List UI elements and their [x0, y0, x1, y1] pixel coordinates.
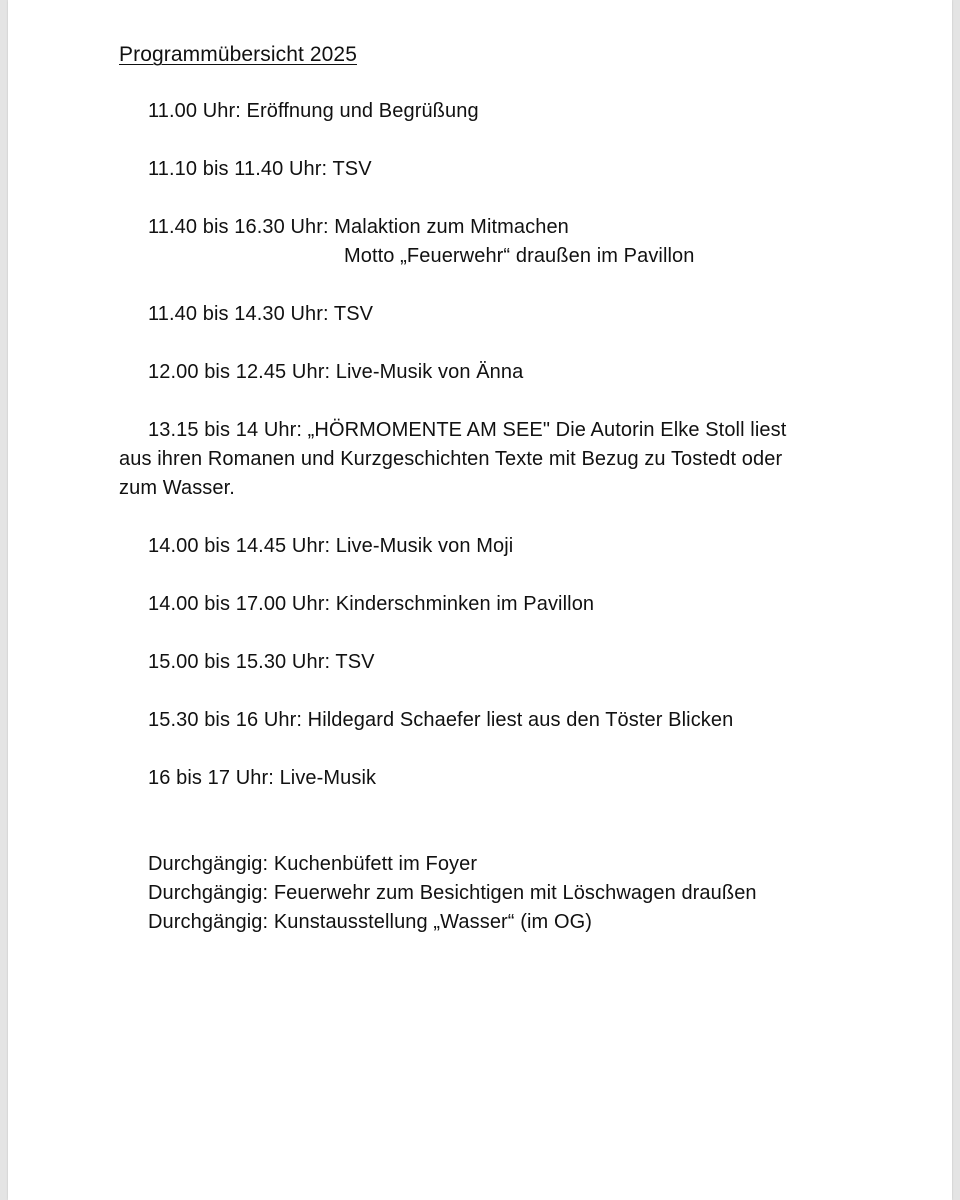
page-title: Programmübersicht 2025: [119, 43, 357, 66]
schedule-item-live-musik: 16 bis 17 Uhr: Live-Musik: [148, 767, 377, 789]
schedule-item-live-musik-moji: 14.00 bis 14.45 Uhr: Live-Musik von Moji: [148, 535, 514, 557]
schedule-item-kinderschminken: 14.00 bis 17.00 Uhr: Kinderschminken im Pavillon: [148, 593, 595, 615]
schedule-item-hoermomente-cont-2: zum Wasser.: [119, 477, 235, 499]
schedule-item-tsv-3: 15.00 bis 15.30 Uhr: TSV: [148, 651, 375, 673]
ongoing-item-kunstausstellung: Durchgängig: Kunstausstellung „Wasser“ (im OG): [148, 911, 593, 933]
schedule-item-malaktion: 11.40 bis 16.30 Uhr: Malaktion zum Mitmachen: [148, 216, 569, 238]
schedule-item-live-musik-aenna: 12.00 bis 12.45 Uhr: Live-Musik von Änna: [148, 361, 524, 383]
schedule-item-hoermomente: 13.15 bis 14 Uhr: „HÖRMOMENTE AM SEE" Die Autorin Elke Stoll liest: [148, 419, 787, 441]
ongoing-item-feuerwehr: Durchgängig: Feuerwehr zum Besichtigen mit Löschwagen draußen: [148, 882, 757, 904]
schedule-item-malaktion-detail: Motto „Feuerwehr“ draußen im Pavillon: [344, 245, 695, 267]
schedule-item-lesung-schaefer: 15.30 bis 16 Uhr: Hildegard Schaefer liest aus den Töster Blicken: [148, 709, 734, 731]
schedule-item-hoermomente-cont-1: aus ihren Romanen und Kurzgeschichten Texte mit Bezug zu Tostedt oder: [119, 448, 783, 470]
document-page: [8, 0, 952, 1200]
schedule-item-tsv-1: 11.10 bis 11.40 Uhr: TSV: [148, 158, 372, 180]
schedule-item-opening: 11.00 Uhr: Eröffnung und Begrüßung: [148, 100, 479, 122]
ongoing-item-kuchenbuefett: Durchgängig: Kuchenbüfett im Foyer: [148, 853, 478, 875]
schedule-item-tsv-2: 11.40 bis 14.30 Uhr: TSV: [148, 303, 374, 325]
